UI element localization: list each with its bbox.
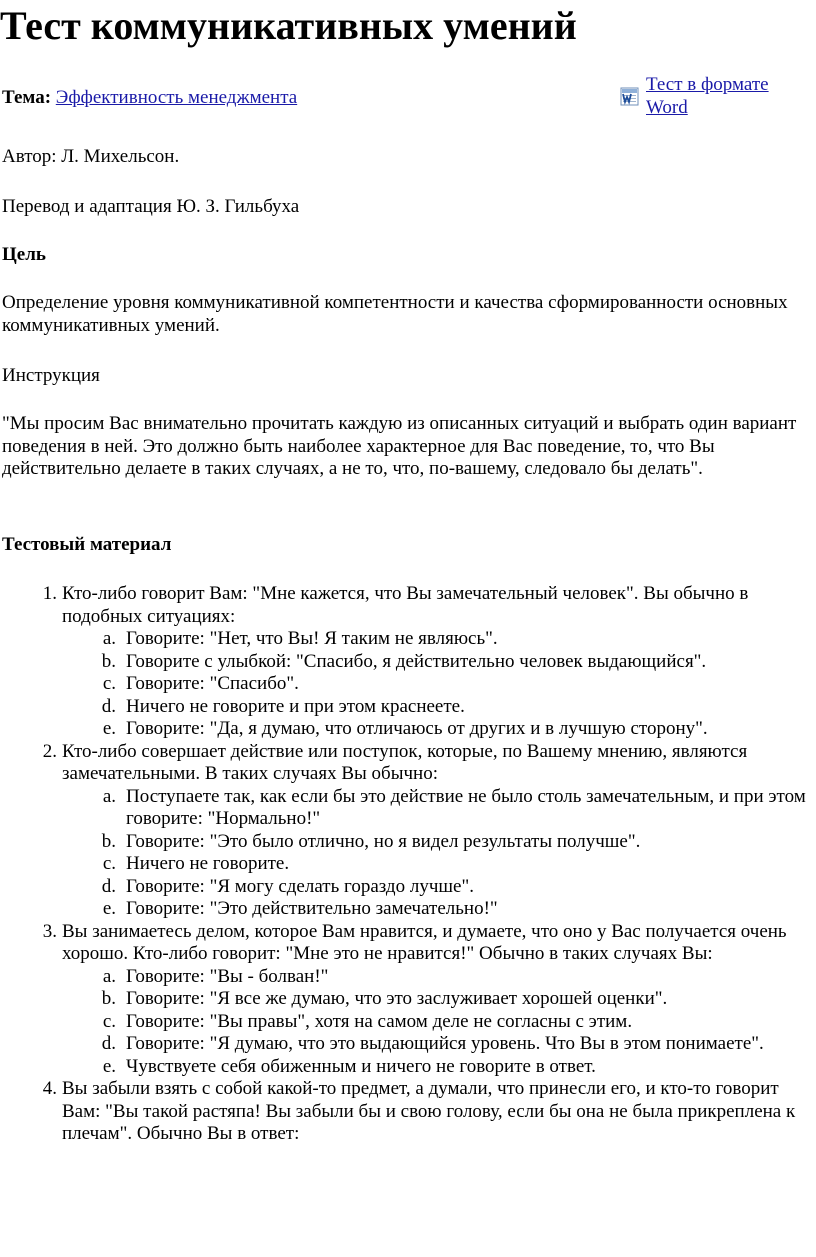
answer-letter: a. — [102, 965, 116, 987]
page-title: Тест коммуникативных умений — [0, 3, 577, 48]
answer-text: Говорите: "Спасибо". — [126, 673, 299, 694]
question-number: 4. — [42, 1078, 57, 1099]
translation-credit: Перевод и адаптация Ю. З. Гильбуха — [2, 196, 300, 217]
question-text: Кто-либо говорит Вам: "Мне кажется, что Вы замечательный человек". Вы обычно в подобных ситуациях: — [62, 583, 749, 627]
answer-text: Говорите: "Вы правы", хотя на самом деле не согласны с этим. — [126, 1010, 633, 1032]
topic-link[interactable]: Эффективность менеджмента — [55, 87, 298, 108]
answer-letter: e. — [102, 898, 116, 919]
answer-letter: c. — [102, 1010, 116, 1032]
answer-text: Говорите: "Нет, что Вы! Я таким не являюсь". — [126, 628, 498, 649]
answer-item — [102, 785, 807, 831]
question-text: Кто-либо совершает действие или поступок, которые, по Вашему мнению, являются замечательными. В таких случаях Вы обычно: — [62, 740, 748, 784]
answer-text: Говорите с улыбкой: "Спасибо, я действительно человек выдающийся". — [126, 650, 707, 672]
answer-item — [102, 1010, 807, 1034]
answer-list — [62, 628, 807, 741]
goal-heading: Цель — [2, 244, 46, 265]
answer-text: Ничего не говорите и при этом краснеете. — [126, 695, 465, 717]
question-list — [0, 583, 807, 1146]
answer-item — [101, 830, 807, 854]
question-item — [42, 920, 807, 1079]
answer-letter: b. — [101, 988, 116, 1009]
answer-letter: e. — [102, 1055, 116, 1077]
answer-text: Говорите: "Да, я думаю, что отличаюсь от других и в лучшую сторону". — [126, 718, 708, 739]
answer-item — [102, 898, 807, 921]
answer-text: Говорите: "Это действительно замечательно!" — [126, 898, 498, 919]
answer-letter: d. — [101, 695, 116, 717]
answer-letter: d. — [101, 875, 116, 897]
answer-item — [102, 718, 807, 741]
instruction-heading: Инструкция — [2, 365, 100, 386]
answer-text: Говорите: "Это было отлично, но я видел результаты получше". — [126, 830, 641, 852]
material-heading: Тестовый материал — [2, 534, 172, 555]
answer-item — [102, 628, 807, 651]
answer-item — [101, 695, 807, 719]
topic-label: Тема: — [2, 87, 52, 108]
answer-letter: b. — [101, 830, 116, 852]
question-text: Вы занимаетесь делом, которое Вам нравится, и думаете, что оно у Вас получается очень хорошо. Кто-либо говорит: "Мне это не нравится!" Обычно в таких случаях Вы: — [62, 920, 787, 964]
answer-text: Говорите: "Я все же думаю, что это заслуживает хорошей оценки". — [126, 988, 668, 1009]
answer-letter: e. — [102, 718, 116, 739]
answer-item — [102, 673, 807, 696]
answer-letter: b. — [101, 650, 116, 672]
topic-line — [2, 87, 297, 110]
question-text: Вы забыли взять с собой какой-то предмет, а думали, что принесли его, и кто-то говорит Вам: "Вы такой растяпа! Вы забыли бы и свою голову, если бы она не была прикреплена к плечам". Обычно Вы в ответ: — [62, 1078, 796, 1144]
instruction-text: "Мы просим Вас внимательно прочитать каждую из описанных ситуаций и выбрать один вариант поведения в ней. Это должно быть наиболее характерное для Вас поведение, то, что Вы действительно делаете в таких случаях, а не то, что, по-вашему, следовало бы делать". — [2, 413, 797, 479]
answer-item — [102, 965, 807, 989]
answer-text: Говорите: "Я могу сделать гораздо лучше". — [126, 875, 474, 897]
answer-item — [102, 1055, 807, 1079]
question-item — [42, 583, 807, 741]
answer-text: Ничего не говорите. — [126, 853, 290, 874]
answer-letter: a. — [102, 628, 116, 649]
answer-item — [101, 988, 807, 1011]
word-download[interactable] — [620, 74, 810, 119]
answer-item — [101, 650, 807, 674]
answer-list — [62, 786, 807, 921]
question-number: 3. — [42, 920, 57, 942]
author: Автор: Л. Михельсон. — [2, 146, 180, 167]
answer-letter: a. — [102, 785, 116, 807]
question-number: 1. — [42, 583, 57, 604]
answer-item — [101, 1033, 807, 1056]
question-number: 2. — [42, 740, 57, 762]
answer-text: Говорите: "Я думаю, что это выдающийся уровень. Что Вы в этом понимаете". — [126, 1033, 764, 1054]
answer-item — [102, 853, 807, 876]
answer-letter: d. — [101, 1033, 116, 1054]
answer-list — [62, 966, 807, 1079]
goal-text: Определение уровня коммуникативной компетентности и качества сформированности основных коммуникативных умений. — [2, 292, 788, 336]
answer-text: Говорите: "Вы - болван!" — [126, 965, 329, 987]
answer-text: Поступаете так, как если бы это действие не было столь замечательным, и при этом говорите: "Нормально!" — [126, 785, 806, 829]
question-item — [42, 1078, 807, 1146]
word-document-icon[interactable] — [620, 87, 639, 106]
answer-item — [101, 875, 807, 899]
answer-letter: c. — [102, 853, 116, 874]
word-download-line2: Word — [646, 96, 688, 118]
word-download-link[interactable] — [646, 74, 769, 119]
answer-letter: c. — [102, 673, 116, 694]
answer-text: Чувствуете себя обиженным и ничего не говорите в ответ. — [126, 1055, 596, 1077]
question-item — [42, 740, 807, 921]
word-download-line1: Тест в формате — [646, 74, 769, 95]
